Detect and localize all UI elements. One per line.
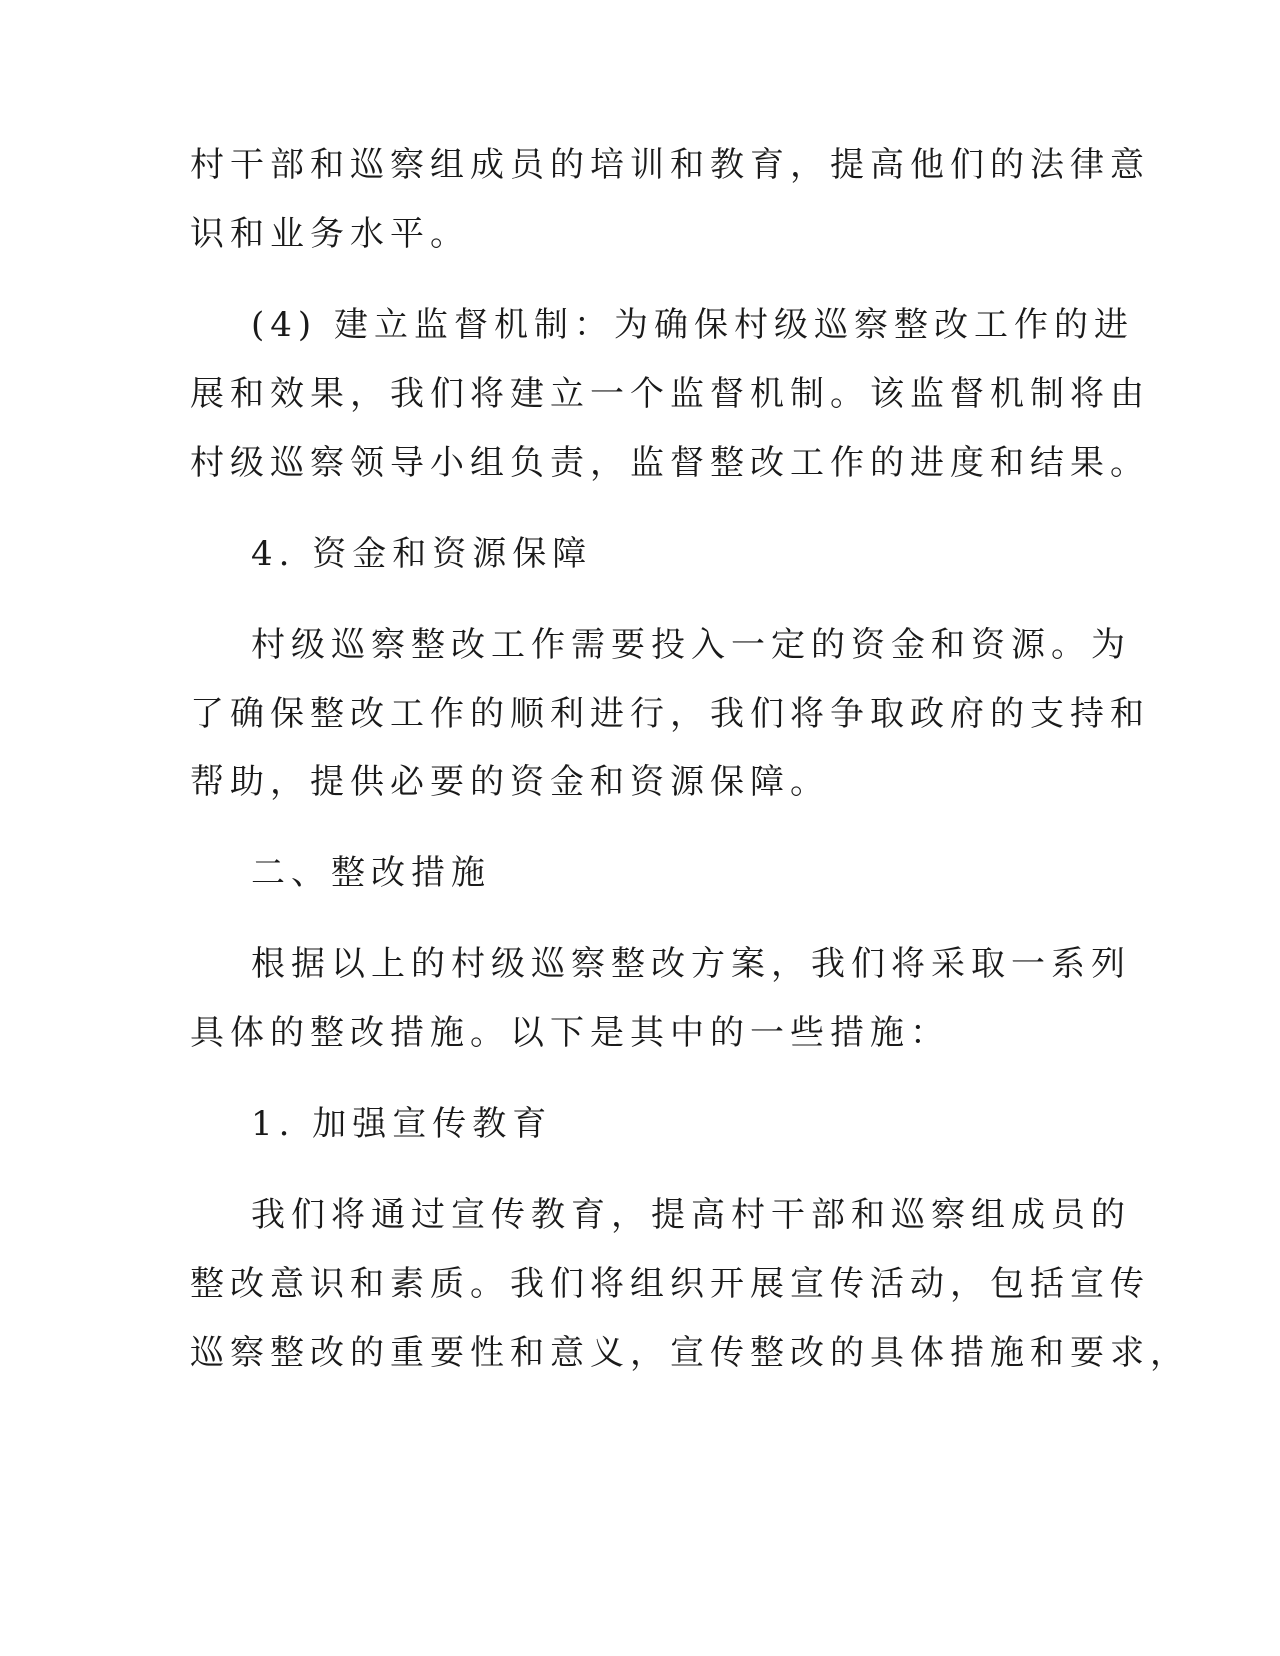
text-line: 了确保整改工作的顺利进行，我们将争取政府的支持和 — [190, 694, 1150, 734]
text-line: 识和业务水平。 — [190, 214, 470, 254]
section-heading: 二、整改措施 — [251, 853, 491, 893]
text-line: 帮助，提供必要的资金和资源保障。 — [190, 762, 830, 802]
text-line: 根据以上的村级巡察整改方案，我们将采取一系列 — [251, 944, 1131, 984]
text-line: 村级巡察领导小组负责，监督整改工作的进度和结果。 — [190, 443, 1150, 483]
text-line: 巡察整改的重要性和意义，宣传整改的具体措施和要求， — [190, 1333, 1190, 1373]
text-line: 我们将通过宣传教育，提高村干部和巡察组成员的 — [251, 1195, 1131, 1235]
text-line: 村级巡察整改工作需要投入一定的资金和资源。为 — [251, 625, 1131, 665]
text-line: 村干部和巡察组成员的培训和教育，提高他们的法律意 — [190, 145, 1150, 185]
text-line: 具体的整改措施。以下是其中的一些措施： — [190, 1013, 950, 1053]
section-heading: 4. 资金和资源保障 — [251, 534, 593, 574]
section-heading: 1. 加强宣传教育 — [251, 1104, 553, 1144]
text-line: 整改意识和素质。我们将组织开展宣传活动，包括宣传 — [190, 1264, 1150, 1304]
text-line: (4) 建立监督机制：为确保村级巡察整改工作的进 — [251, 305, 1134, 345]
text-line: 展和效果，我们将建立一个监督机制。该监督机制将由 — [190, 374, 1150, 414]
